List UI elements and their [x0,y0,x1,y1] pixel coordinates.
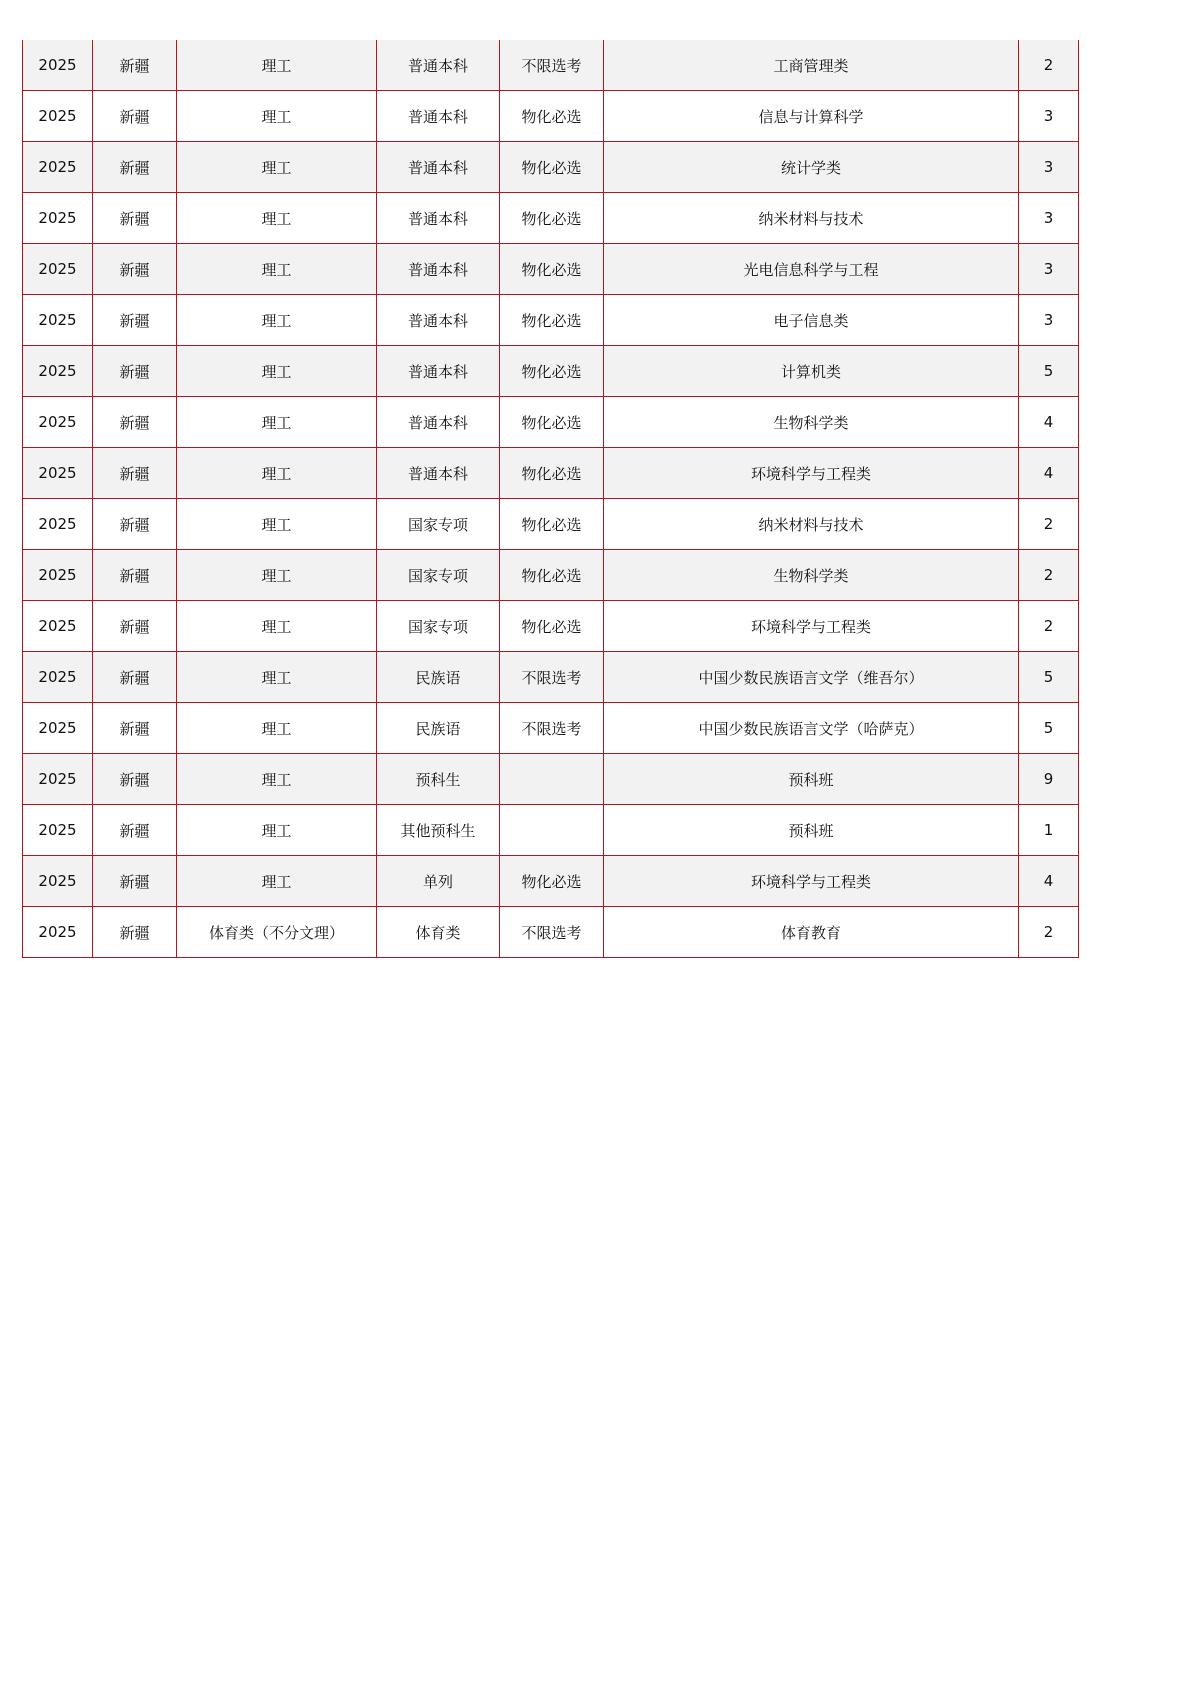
table-row [23,448,1079,499]
category-cell: 理工 [177,193,377,244]
batch-cell: 民族语 [377,703,500,754]
category-cell: 理工 [177,754,377,805]
subject-requirement-cell: 物化必选 [500,499,604,550]
table-row [23,91,1079,142]
count-cell: 5 [1019,652,1079,703]
batch-cell: 其他预科生 [377,805,500,856]
province-cell: 新疆 [93,346,177,397]
province-cell: 新疆 [93,448,177,499]
category-cell: 理工 [177,448,377,499]
subject-requirement-cell: 物化必选 [500,397,604,448]
count-cell: 2 [1019,499,1079,550]
year-cell: 2025 [23,754,93,805]
batch-cell: 国家专项 [377,601,500,652]
batch-cell: 普通本科 [377,142,500,193]
category-cell: 理工 [177,499,377,550]
category-cell: 理工 [177,397,377,448]
province-cell: 新疆 [93,754,177,805]
province-cell: 新疆 [93,601,177,652]
batch-cell: 普通本科 [377,448,500,499]
major-cell: 中国少数民族语言文学（哈萨克） [604,703,1019,754]
count-cell: 3 [1019,193,1079,244]
table-row [23,244,1079,295]
table-row [23,856,1079,907]
major-cell: 工商管理类 [604,40,1019,91]
table-row [23,907,1079,958]
province-cell: 新疆 [93,295,177,346]
year-cell: 2025 [23,703,93,754]
subject-requirement-cell: 物化必选 [500,244,604,295]
category-cell: 理工 [177,652,377,703]
category-cell: 理工 [177,40,377,91]
batch-cell: 普通本科 [377,397,500,448]
subject-requirement-cell: 物化必选 [500,856,604,907]
table-row [23,550,1079,601]
admission-plan-table [22,40,1079,958]
major-cell: 纳米材料与技术 [604,193,1019,244]
year-cell: 2025 [23,601,93,652]
batch-cell: 单列 [377,856,500,907]
major-cell: 光电信息科学与工程 [604,244,1019,295]
year-cell: 2025 [23,805,93,856]
subject-requirement-cell: 物化必选 [500,91,604,142]
count-cell: 3 [1019,295,1079,346]
count-cell: 4 [1019,448,1079,499]
province-cell: 新疆 [93,499,177,550]
count-cell: 5 [1019,346,1079,397]
subject-requirement-cell: 物化必选 [500,193,604,244]
count-cell: 4 [1019,397,1079,448]
province-cell: 新疆 [93,91,177,142]
major-cell: 环境科学与工程类 [604,601,1019,652]
year-cell: 2025 [23,499,93,550]
table-row [23,754,1079,805]
batch-cell: 国家专项 [377,550,500,601]
year-cell: 2025 [23,40,93,91]
table-row [23,346,1079,397]
province-cell: 新疆 [93,244,177,295]
major-cell: 生物科学类 [604,550,1019,601]
count-cell: 2 [1019,907,1079,958]
year-cell: 2025 [23,91,93,142]
table-row [23,40,1079,91]
count-cell: 3 [1019,142,1079,193]
major-cell: 统计学类 [604,142,1019,193]
subject-requirement-cell [500,754,604,805]
subject-requirement-cell [500,805,604,856]
major-cell: 预科班 [604,805,1019,856]
batch-cell: 普通本科 [377,244,500,295]
batch-cell: 国家专项 [377,499,500,550]
category-cell: 体育类（不分文理） [177,907,377,958]
subject-requirement-cell: 物化必选 [500,295,604,346]
table-body [23,40,1079,958]
province-cell: 新疆 [93,142,177,193]
table-row [23,397,1079,448]
count-cell: 2 [1019,601,1079,652]
major-cell: 信息与计算科学 [604,91,1019,142]
major-cell: 生物科学类 [604,397,1019,448]
major-cell: 计算机类 [604,346,1019,397]
count-cell: 9 [1019,754,1079,805]
subject-requirement-cell: 不限选考 [500,703,604,754]
category-cell: 理工 [177,601,377,652]
category-cell: 理工 [177,805,377,856]
province-cell: 新疆 [93,397,177,448]
year-cell: 2025 [23,907,93,958]
year-cell: 2025 [23,346,93,397]
table-row [23,295,1079,346]
batch-cell: 普通本科 [377,40,500,91]
subject-requirement-cell: 不限选考 [500,40,604,91]
batch-cell: 普通本科 [377,193,500,244]
count-cell: 4 [1019,856,1079,907]
subject-requirement-cell: 不限选考 [500,907,604,958]
subject-requirement-cell: 物化必选 [500,448,604,499]
province-cell: 新疆 [93,856,177,907]
year-cell: 2025 [23,397,93,448]
year-cell: 2025 [23,448,93,499]
subject-requirement-cell: 物化必选 [500,601,604,652]
category-cell: 理工 [177,346,377,397]
batch-cell: 普通本科 [377,91,500,142]
category-cell: 理工 [177,856,377,907]
province-cell: 新疆 [93,40,177,91]
table-row [23,652,1079,703]
category-cell: 理工 [177,550,377,601]
province-cell: 新疆 [93,805,177,856]
year-cell: 2025 [23,142,93,193]
count-cell: 3 [1019,244,1079,295]
batch-cell: 普通本科 [377,346,500,397]
table-row [23,499,1079,550]
category-cell: 理工 [177,91,377,142]
count-cell: 3 [1019,91,1079,142]
province-cell: 新疆 [93,907,177,958]
batch-cell: 体育类 [377,907,500,958]
province-cell: 新疆 [93,652,177,703]
major-cell: 预科班 [604,754,1019,805]
major-cell: 纳米材料与技术 [604,499,1019,550]
count-cell: 2 [1019,40,1079,91]
table-row [23,601,1079,652]
province-cell: 新疆 [93,550,177,601]
year-cell: 2025 [23,652,93,703]
province-cell: 新疆 [93,193,177,244]
subject-requirement-cell: 不限选考 [500,652,604,703]
table-row [23,193,1079,244]
count-cell: 5 [1019,703,1079,754]
table-row [23,805,1079,856]
category-cell: 理工 [177,142,377,193]
subject-requirement-cell: 物化必选 [500,550,604,601]
major-cell: 中国少数民族语言文学（维吾尔） [604,652,1019,703]
province-cell: 新疆 [93,703,177,754]
subject-requirement-cell: 物化必选 [500,346,604,397]
major-cell: 电子信息类 [604,295,1019,346]
category-cell: 理工 [177,244,377,295]
year-cell: 2025 [23,550,93,601]
major-cell: 环境科学与工程类 [604,448,1019,499]
table-row [23,142,1079,193]
table-row [23,703,1079,754]
batch-cell: 民族语 [377,652,500,703]
count-cell: 1 [1019,805,1079,856]
year-cell: 2025 [23,193,93,244]
year-cell: 2025 [23,295,93,346]
count-cell: 2 [1019,550,1079,601]
batch-cell: 预科生 [377,754,500,805]
year-cell: 2025 [23,244,93,295]
batch-cell: 普通本科 [377,295,500,346]
major-cell: 环境科学与工程类 [604,856,1019,907]
year-cell: 2025 [23,856,93,907]
subject-requirement-cell: 物化必选 [500,142,604,193]
major-cell: 体育教育 [604,907,1019,958]
category-cell: 理工 [177,295,377,346]
category-cell: 理工 [177,703,377,754]
